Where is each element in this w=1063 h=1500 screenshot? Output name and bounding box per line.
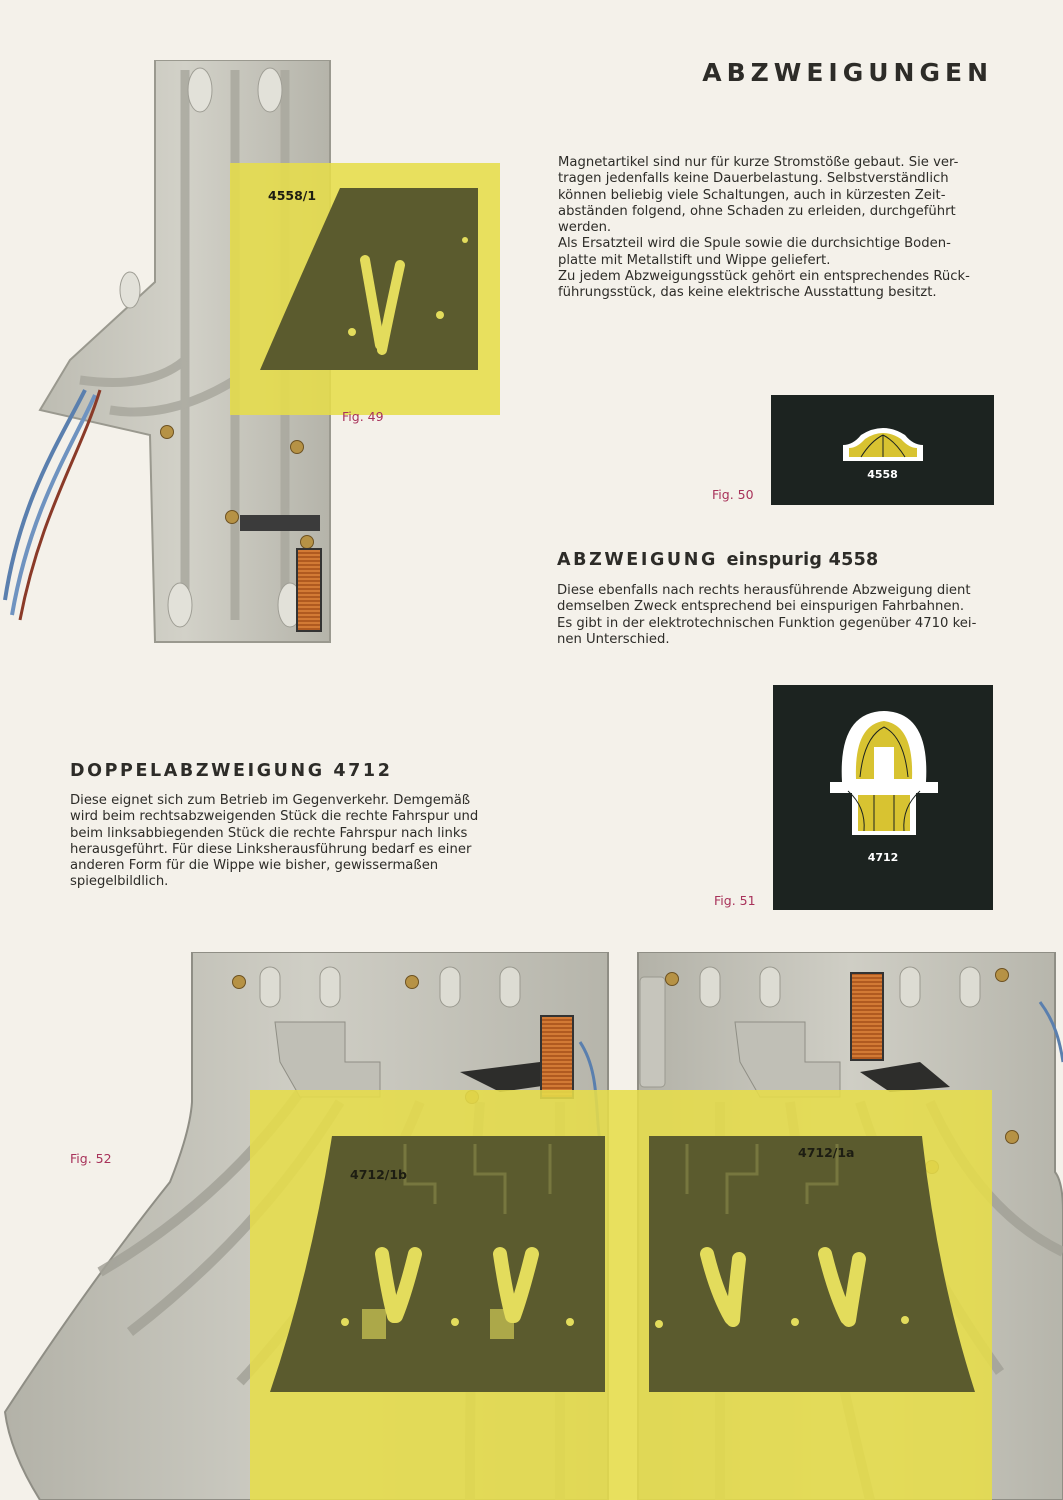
figure-50-symbol-box: [771, 395, 994, 505]
intro-line: Zu jedem Abzweigungsstück gehört ein entsprechendes Rück-: [558, 269, 970, 285]
section-4558-title-main: ABZWEIGUNG: [557, 550, 718, 570]
figure-50-caption: Fig. 50: [712, 487, 754, 502]
screw: [995, 968, 1009, 982]
rocker-plate-4712-1b: [270, 1134, 610, 1396]
section-4712-line: beim linksabbiegenden Stück die rechte Fahrspur nach links: [70, 825, 468, 841]
solenoid-coil-left: [540, 1015, 574, 1099]
figure-52-caption: Fig. 52: [70, 1151, 112, 1166]
section-4712-paragraph: [70, 793, 509, 891]
section-4558-line: Es gibt in der elektrotechnischen Funktion gegenüber 4710 kei-: [557, 615, 977, 631]
figure-49-caption: Fig. 49: [342, 409, 384, 424]
intro-line: tragen jedenfalls keine Dauerbelastung. Selbstverständlich: [558, 171, 949, 187]
section-4558-title-sub: einspurig 4558: [726, 550, 879, 570]
screw: [665, 972, 679, 986]
figure-51-caption: Fig. 51: [714, 893, 756, 908]
section-4558-line: nen Unterschied.: [557, 631, 670, 647]
screw: [405, 975, 419, 989]
intro-line: werden.: [558, 220, 612, 236]
symbol-label-4712: 4712: [867, 851, 899, 864]
intro-line: abständen folgend, ohne Schaden zu erleiden, durchgeführt: [558, 203, 956, 219]
screw: [232, 975, 246, 989]
symbol-label-4558: 4558: [867, 468, 898, 481]
section-4558-title: [557, 550, 879, 570]
intro-line: führungsstück, das keine elektrische Ausstattung besitzt.: [558, 285, 937, 301]
screw: [1005, 1130, 1019, 1144]
switch-symbol-4558-icon: [841, 423, 925, 463]
switch-symbol-4712-icon: [828, 707, 940, 837]
figure-51-symbol-box: [773, 685, 993, 910]
rocker-arm: [240, 515, 320, 531]
screw: [300, 535, 314, 549]
solenoid-coil: [296, 548, 322, 632]
part-label-4712-1b: 4712/1b: [350, 1167, 408, 1182]
intro-line: können beliebig viele Schaltungen, auch in kürzesten Zeit-: [558, 187, 946, 203]
intro-line: Als Ersatzteil wird die Spule sowie die durchsichtige Boden-: [558, 236, 951, 252]
section-4712-line: Diese eignet sich zum Betrieb im Gegenverkehr. Demgemäß: [70, 793, 471, 808]
intro-paragraph: [558, 155, 994, 302]
section-4712-line: herausgeführt. Für diese Linksherausführung bedarf es einer: [70, 841, 472, 857]
screw: [160, 425, 174, 439]
part-label-4712-1a: 4712/1a: [798, 1145, 855, 1160]
section-4558-paragraph: [557, 583, 994, 648]
rocker-plate-4558-1: [260, 180, 485, 375]
page-title: ABZWEIGUNGEN: [702, 58, 993, 87]
part-label-4558-1: 4558/1: [268, 188, 317, 203]
intro-line: platte mit Metallstift und Wippe geliefert.: [558, 252, 831, 268]
intro-line: Magnetartikel sind nur für kurze Stromstöße gebaut. Sie ver-: [558, 155, 959, 170]
screw: [225, 510, 239, 524]
section-4712-line: spiegelbildlich.: [70, 874, 169, 890]
section-4712-title: DOPPELABZWEIGUNG 4712: [70, 761, 393, 781]
section-4558-line: demselben Zweck entsprechend bei einspurigen Fahrbahnen.: [557, 599, 965, 615]
section-4558-line: Diese ebenfalls nach rechts herausführende Abzweigung dient: [557, 583, 971, 598]
rocker-plate-4712-1a: [647, 1134, 977, 1396]
solenoid-coil-right: [850, 972, 884, 1061]
screw: [290, 440, 304, 454]
section-4712-line: wird beim rechtsabzweigenden Stück die rechte Fahrspur und: [70, 809, 479, 825]
section-4712-line: anderen Form für die Wippe wie bisher, gewissermaßen: [70, 858, 439, 874]
